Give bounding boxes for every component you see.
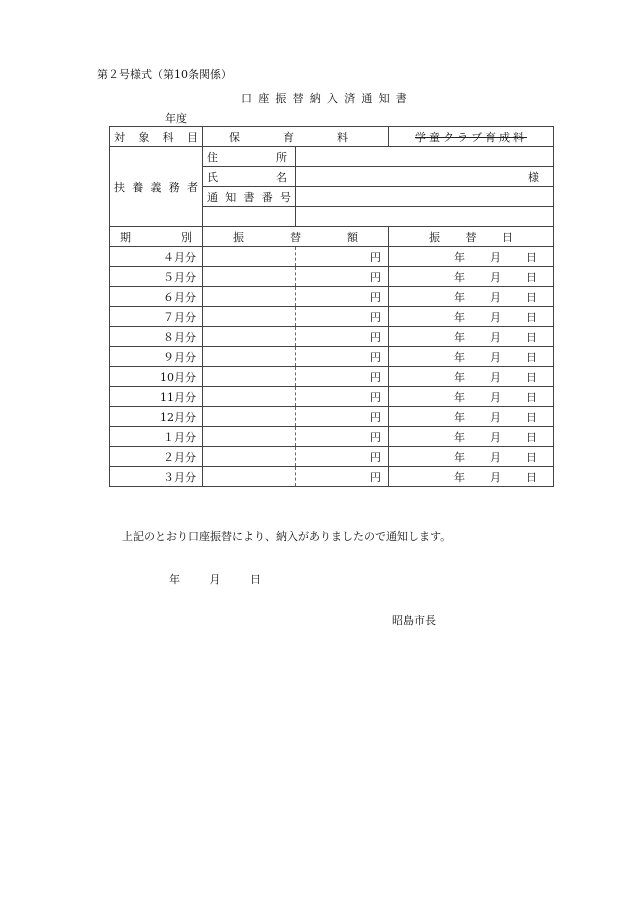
date-month-unit: 月 bbox=[490, 350, 501, 364]
date-day-unit: 日 bbox=[526, 330, 537, 344]
month-row bbox=[110, 407, 554, 427]
blank-field bbox=[296, 207, 554, 227]
date-year-unit: 年 bbox=[454, 410, 465, 424]
date-year-unit: 年 bbox=[454, 350, 465, 364]
subject-hoiku-char: 料 bbox=[337, 130, 348, 144]
amount-header bbox=[203, 227, 389, 247]
payer-label: 扶 養 義 務 者 bbox=[114, 180, 198, 194]
subject-label-cell bbox=[110, 127, 203, 147]
payer-address-row bbox=[110, 147, 554, 167]
date-day-unit: 日 bbox=[526, 390, 537, 404]
month-row bbox=[110, 307, 554, 327]
date-day-unit: 日 bbox=[526, 430, 537, 444]
month-label: ７月分 bbox=[110, 307, 203, 327]
fiscal-year-label: 年度 bbox=[165, 112, 187, 125]
notice-number-label: 通 知 書 番 号 bbox=[207, 190, 291, 204]
month-row bbox=[110, 467, 554, 487]
address-label-cell bbox=[203, 147, 296, 167]
transfer-date-cell bbox=[389, 247, 554, 267]
month-row bbox=[110, 247, 554, 267]
yen-unit: 円 bbox=[370, 430, 381, 444]
month-label: 10月分 bbox=[110, 367, 203, 387]
address-field bbox=[296, 147, 554, 167]
amount-yen-cell bbox=[296, 247, 389, 267]
date-month-unit: 月 bbox=[490, 430, 501, 444]
amount-left-cell bbox=[203, 367, 296, 387]
name-label-cell bbox=[203, 167, 296, 187]
name-suffix: 様 bbox=[528, 170, 539, 184]
amount-yen-cell bbox=[296, 367, 389, 387]
signature-month: 月 bbox=[209, 573, 221, 586]
document-title: 口座振替納入済通知書 bbox=[241, 92, 413, 105]
month-row bbox=[110, 347, 554, 367]
month-row bbox=[110, 367, 554, 387]
blank-cell bbox=[203, 207, 296, 227]
date-year-unit: 年 bbox=[454, 430, 465, 444]
subject-gakudo-struck: 学童クラブ育成料 bbox=[415, 130, 527, 144]
date-day-unit: 日 bbox=[526, 350, 537, 364]
subject-hoiku-char: 保 bbox=[229, 130, 240, 144]
amount-yen-cell bbox=[296, 287, 389, 307]
amount-left-cell bbox=[203, 347, 296, 367]
notice-number-field bbox=[296, 187, 554, 207]
amount-left-cell bbox=[203, 287, 296, 307]
month-label: １月分 bbox=[110, 427, 203, 447]
transfer-date-cell bbox=[389, 387, 554, 407]
yen-unit: 円 bbox=[370, 310, 381, 324]
amount-header-text: 振 替 額 bbox=[233, 230, 358, 244]
notice-table bbox=[109, 126, 554, 487]
transfer-date-cell bbox=[389, 367, 554, 387]
form-number: 第２号様式（第10条関係） bbox=[97, 68, 232, 81]
month-row bbox=[110, 287, 554, 307]
month-row bbox=[110, 267, 554, 287]
date-year-unit: 年 bbox=[454, 470, 465, 484]
transfer-date-cell bbox=[389, 407, 554, 427]
subject-hoiku-char: 育 bbox=[283, 130, 294, 144]
date-year-unit: 年 bbox=[454, 270, 465, 284]
yen-unit: 円 bbox=[370, 390, 381, 404]
date-day-unit: 日 bbox=[526, 410, 537, 424]
yen-unit: 円 bbox=[370, 250, 381, 264]
date-month-unit: 月 bbox=[490, 310, 501, 324]
date-header-text: 振 替 日 bbox=[429, 230, 513, 244]
yen-unit: 円 bbox=[370, 330, 381, 344]
yen-unit: 円 bbox=[370, 450, 381, 464]
address-label: 住 所 bbox=[207, 150, 287, 164]
transfer-date-cell bbox=[389, 347, 554, 367]
amount-yen-cell bbox=[296, 267, 389, 287]
transfer-date-cell bbox=[389, 467, 554, 487]
name-field bbox=[296, 167, 554, 187]
yen-unit: 円 bbox=[370, 410, 381, 424]
yen-unit: 円 bbox=[370, 350, 381, 364]
signature-day: 日 bbox=[250, 573, 261, 586]
month-label: 12月分 bbox=[110, 407, 203, 427]
date-day-unit: 日 bbox=[526, 270, 537, 284]
transfer-date-cell bbox=[389, 287, 554, 307]
transfer-date-cell bbox=[389, 327, 554, 347]
yen-unit: 円 bbox=[370, 470, 381, 484]
date-day-unit: 日 bbox=[526, 370, 537, 384]
amount-left-cell bbox=[203, 467, 296, 487]
date-day-unit: 日 bbox=[526, 290, 537, 304]
month-label: ８月分 bbox=[110, 327, 203, 347]
month-label: ２月分 bbox=[110, 447, 203, 467]
month-label: ４月分 bbox=[110, 247, 203, 267]
month-label: ３月分 bbox=[110, 467, 203, 487]
date-month-unit: 月 bbox=[490, 470, 501, 484]
amount-yen-cell bbox=[296, 407, 389, 427]
amount-left-cell bbox=[203, 407, 296, 427]
subject-label: 対 象 科 目 bbox=[114, 130, 198, 144]
amount-left-cell bbox=[203, 267, 296, 287]
date-month-unit: 月 bbox=[490, 250, 501, 264]
date-year-unit: 年 bbox=[454, 330, 465, 344]
closing-text: 上記のとおり口座振替により、納入がありましたので通知します。 bbox=[122, 530, 452, 543]
amount-left-cell bbox=[203, 427, 296, 447]
date-day-unit: 日 bbox=[526, 470, 537, 484]
transfer-date-cell bbox=[389, 267, 554, 287]
amount-yen-cell bbox=[296, 427, 389, 447]
period-header bbox=[110, 227, 203, 247]
date-month-unit: 月 bbox=[490, 410, 501, 424]
month-row bbox=[110, 387, 554, 407]
header-row bbox=[110, 227, 554, 247]
month-label: ６月分 bbox=[110, 287, 203, 307]
amount-left-cell bbox=[203, 327, 296, 347]
subject-hoiku-cell bbox=[203, 127, 389, 147]
date-month-unit: 月 bbox=[490, 390, 501, 404]
name-label: 氏 名 bbox=[207, 170, 287, 184]
month-row bbox=[110, 427, 554, 447]
transfer-date-cell bbox=[389, 447, 554, 467]
yen-unit: 円 bbox=[370, 290, 381, 304]
date-year-unit: 年 bbox=[454, 390, 465, 404]
amount-yen-cell bbox=[296, 387, 389, 407]
payer-label-cell bbox=[110, 147, 203, 227]
month-label: 11月分 bbox=[110, 387, 203, 407]
yen-unit: 円 bbox=[370, 370, 381, 384]
yen-unit: 円 bbox=[370, 270, 381, 284]
month-row bbox=[110, 447, 554, 467]
date-year-unit: 年 bbox=[454, 290, 465, 304]
amount-left-cell bbox=[203, 307, 296, 327]
date-year-unit: 年 bbox=[454, 370, 465, 384]
date-month-unit: 月 bbox=[490, 370, 501, 384]
period-header-text: 期 別 bbox=[120, 230, 192, 244]
date-header bbox=[389, 227, 554, 247]
month-label: ９月分 bbox=[110, 347, 203, 367]
signature-date bbox=[169, 571, 287, 587]
amount-yen-cell bbox=[296, 347, 389, 367]
month-label: ５月分 bbox=[110, 267, 203, 287]
signer: 昭島市長 bbox=[392, 614, 436, 627]
subject-gakudo-cell bbox=[389, 127, 554, 147]
date-month-unit: 月 bbox=[490, 450, 501, 464]
date-day-unit: 日 bbox=[526, 250, 537, 264]
amount-left-cell bbox=[203, 247, 296, 267]
transfer-date-cell bbox=[389, 427, 554, 447]
signature-year: 年 bbox=[169, 573, 180, 586]
amount-yen-cell bbox=[296, 447, 389, 467]
date-year-unit: 年 bbox=[454, 310, 465, 324]
date-year-unit: 年 bbox=[454, 450, 465, 464]
amount-yen-cell bbox=[296, 467, 389, 487]
date-month-unit: 月 bbox=[490, 330, 501, 344]
date-month-unit: 月 bbox=[490, 270, 501, 284]
month-row bbox=[110, 327, 554, 347]
date-day-unit: 日 bbox=[526, 450, 537, 464]
amount-yen-cell bbox=[296, 307, 389, 327]
transfer-date-cell bbox=[389, 307, 554, 327]
amount-left-cell bbox=[203, 387, 296, 407]
date-day-unit: 日 bbox=[526, 310, 537, 324]
date-month-unit: 月 bbox=[490, 290, 501, 304]
subject-row bbox=[110, 127, 554, 147]
amount-yen-cell bbox=[296, 327, 389, 347]
amount-left-cell bbox=[203, 447, 296, 467]
notice-number-label-cell bbox=[203, 187, 296, 207]
date-year-unit: 年 bbox=[454, 250, 465, 264]
